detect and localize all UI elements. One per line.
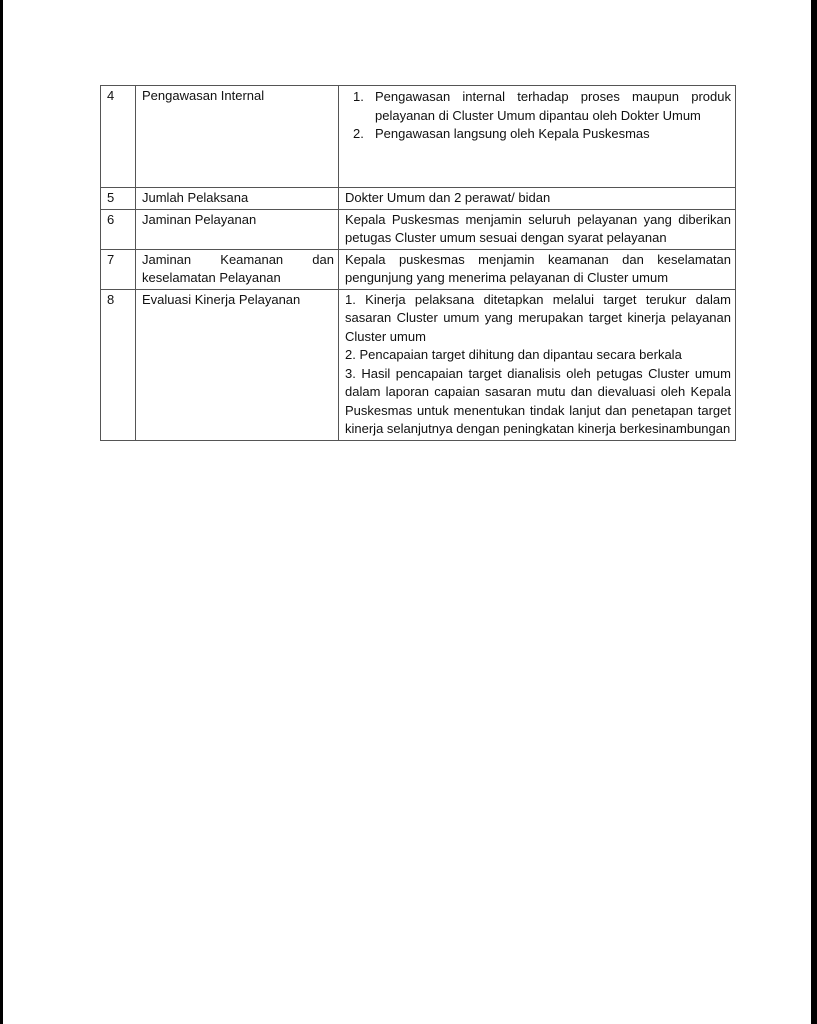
row-content — [339, 86, 736, 188]
row-content: Dokter Umum dan 2 perawat/ bidan — [339, 188, 736, 210]
row-number: 6 — [101, 209, 136, 249]
list-marker: 2. — [353, 126, 364, 141]
numbered-list — [345, 88, 731, 144]
row-label: Evaluasi Kinerja Pelayanan — [136, 289, 339, 440]
row-number: 7 — [101, 249, 136, 289]
table-row — [101, 289, 736, 440]
row-label: Pengawasan Internal — [136, 86, 339, 188]
list-item — [345, 88, 731, 125]
row-content: Kepala puskesmas menjamin keamanan dan keselamatan pengunjung yang menerima pelayanan di Cluster umum — [339, 249, 736, 289]
row-number: 5 — [101, 188, 136, 210]
row-content: Kepala Puskesmas menjamin seluruh pelayanan yang diberikan petugas Cluster umum sesuai dengan syarat pelayanan — [339, 209, 736, 249]
list-marker: 1. — [353, 89, 364, 104]
row-label: Jumlah Pelaksana — [136, 188, 339, 210]
list-item-text: Pengawasan langsung oleh Kepala Puskesmas — [375, 126, 650, 141]
row-content — [339, 289, 736, 440]
service-standard-table — [100, 85, 736, 441]
row-label — [136, 249, 339, 289]
row-label: Jaminan Pelayanan — [136, 209, 339, 249]
evaluation-paragraph: 3. Hasil pencapaian target dianalisis oleh petugas Cluster umum dalam laporan capaian sasaran mutu dan dievaluasi oleh Kepala Puskesmas untuk menentukan tindak lanjut dan penetapan target kinerja selanjutnya dengan peningkatan kinerja berkesinambungan — [345, 365, 731, 436]
evaluation-paragraph: 1. Kinerja pelaksana ditetapkan melalui target terukur dalam sasaran Cluster umum yang merupakan target kinerja pelayanan Cluster umum — [345, 291, 731, 344]
table-row — [101, 188, 736, 210]
table-row — [101, 249, 736, 289]
row-label-text: Jaminan Keamanan dan keselamatan Pelayanan — [142, 251, 334, 285]
document-page — [3, 0, 811, 1024]
table-row — [101, 86, 736, 188]
row-number: 4 — [101, 86, 136, 188]
evaluation-paragraph: 2. Pencapaian target dihitung dan dipantau secara berkala — [345, 347, 682, 362]
row-number: 8 — [101, 289, 136, 440]
list-item-text: Pengawasan internal terhadap proses maupun produk pelayanan di Cluster Umum dipantau oleh Dokter Umum — [375, 89, 731, 123]
list-item — [345, 125, 731, 144]
table-row — [101, 209, 736, 249]
